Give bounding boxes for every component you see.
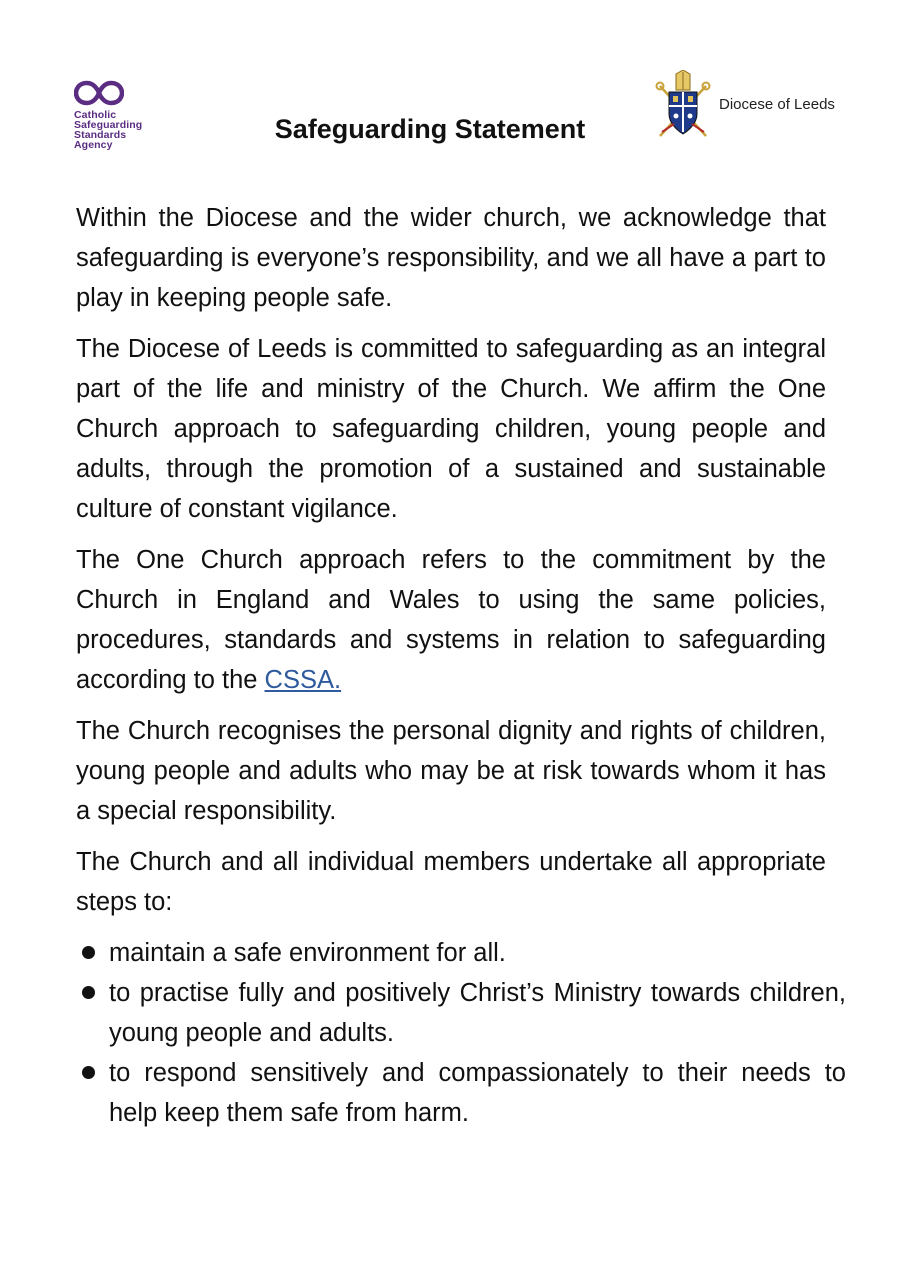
cssa-link[interactable]: CSSA.: [264, 666, 342, 694]
cssa-logo-line: Catholic: [74, 109, 117, 121]
list-item: [76, 973, 846, 1053]
paragraph: The Diocese of Leeds is committed to safeguarding as an integral part of the life and ministry of the Church. We affirm the One Church approach to safeguarding children, young people and adults, through the promotion of a sustained and sustainable culture of constant vigilance.: [76, 335, 826, 523]
diocese-crest-icon: [652, 70, 714, 142]
paragraph: The Church recognises the personal dignity and rights of children, young people and adults who may be at risk towards whom it has a special responsibility.: [76, 717, 826, 825]
cssa-logo-line: Standards: [74, 129, 127, 141]
paragraph: [76, 540, 826, 700]
list-item: [76, 933, 846, 973]
bullet-icon: [82, 986, 95, 999]
list-item: [76, 1053, 846, 1133]
paragraph: Within the Diocese and the wider church, we acknowledge that safeguarding is everyone’s responsibility, and we all have a part to play in keeping people safe.: [76, 204, 826, 312]
list-item-text: to practise fully and positively Christ’s Ministry towards children, young people and adults.: [109, 979, 846, 1047]
diocese-of-leeds-logo: [652, 70, 852, 150]
cssa-logo-line: Agency: [74, 139, 113, 151]
bullet-icon: [82, 946, 95, 959]
list-item-text: to respond sensitively and compassionately to their needs to help keep them safe from harm.: [109, 1059, 846, 1127]
statement-body: [76, 198, 846, 1133]
infinity-icon: [74, 80, 124, 106]
diocese-name: Diocese of Leeds: [719, 96, 835, 113]
bullet-list: [76, 933, 846, 1133]
paragraph: The Church and all individual members undertake all appropriate steps to:: [76, 848, 826, 916]
list-item-text: maintain a safe environment for all.: [109, 939, 506, 967]
page-title: Safeguarding Statement: [274, 114, 586, 144]
bullet-icon: [82, 1066, 95, 1079]
paragraph-text: The One Church approach refers to the commitment by the Church in England and Wales to using the same policies, procedures, standards and systems in relation to safeguarding according to the: [76, 546, 826, 694]
cssa-logo-line: Safeguarding: [74, 119, 143, 131]
